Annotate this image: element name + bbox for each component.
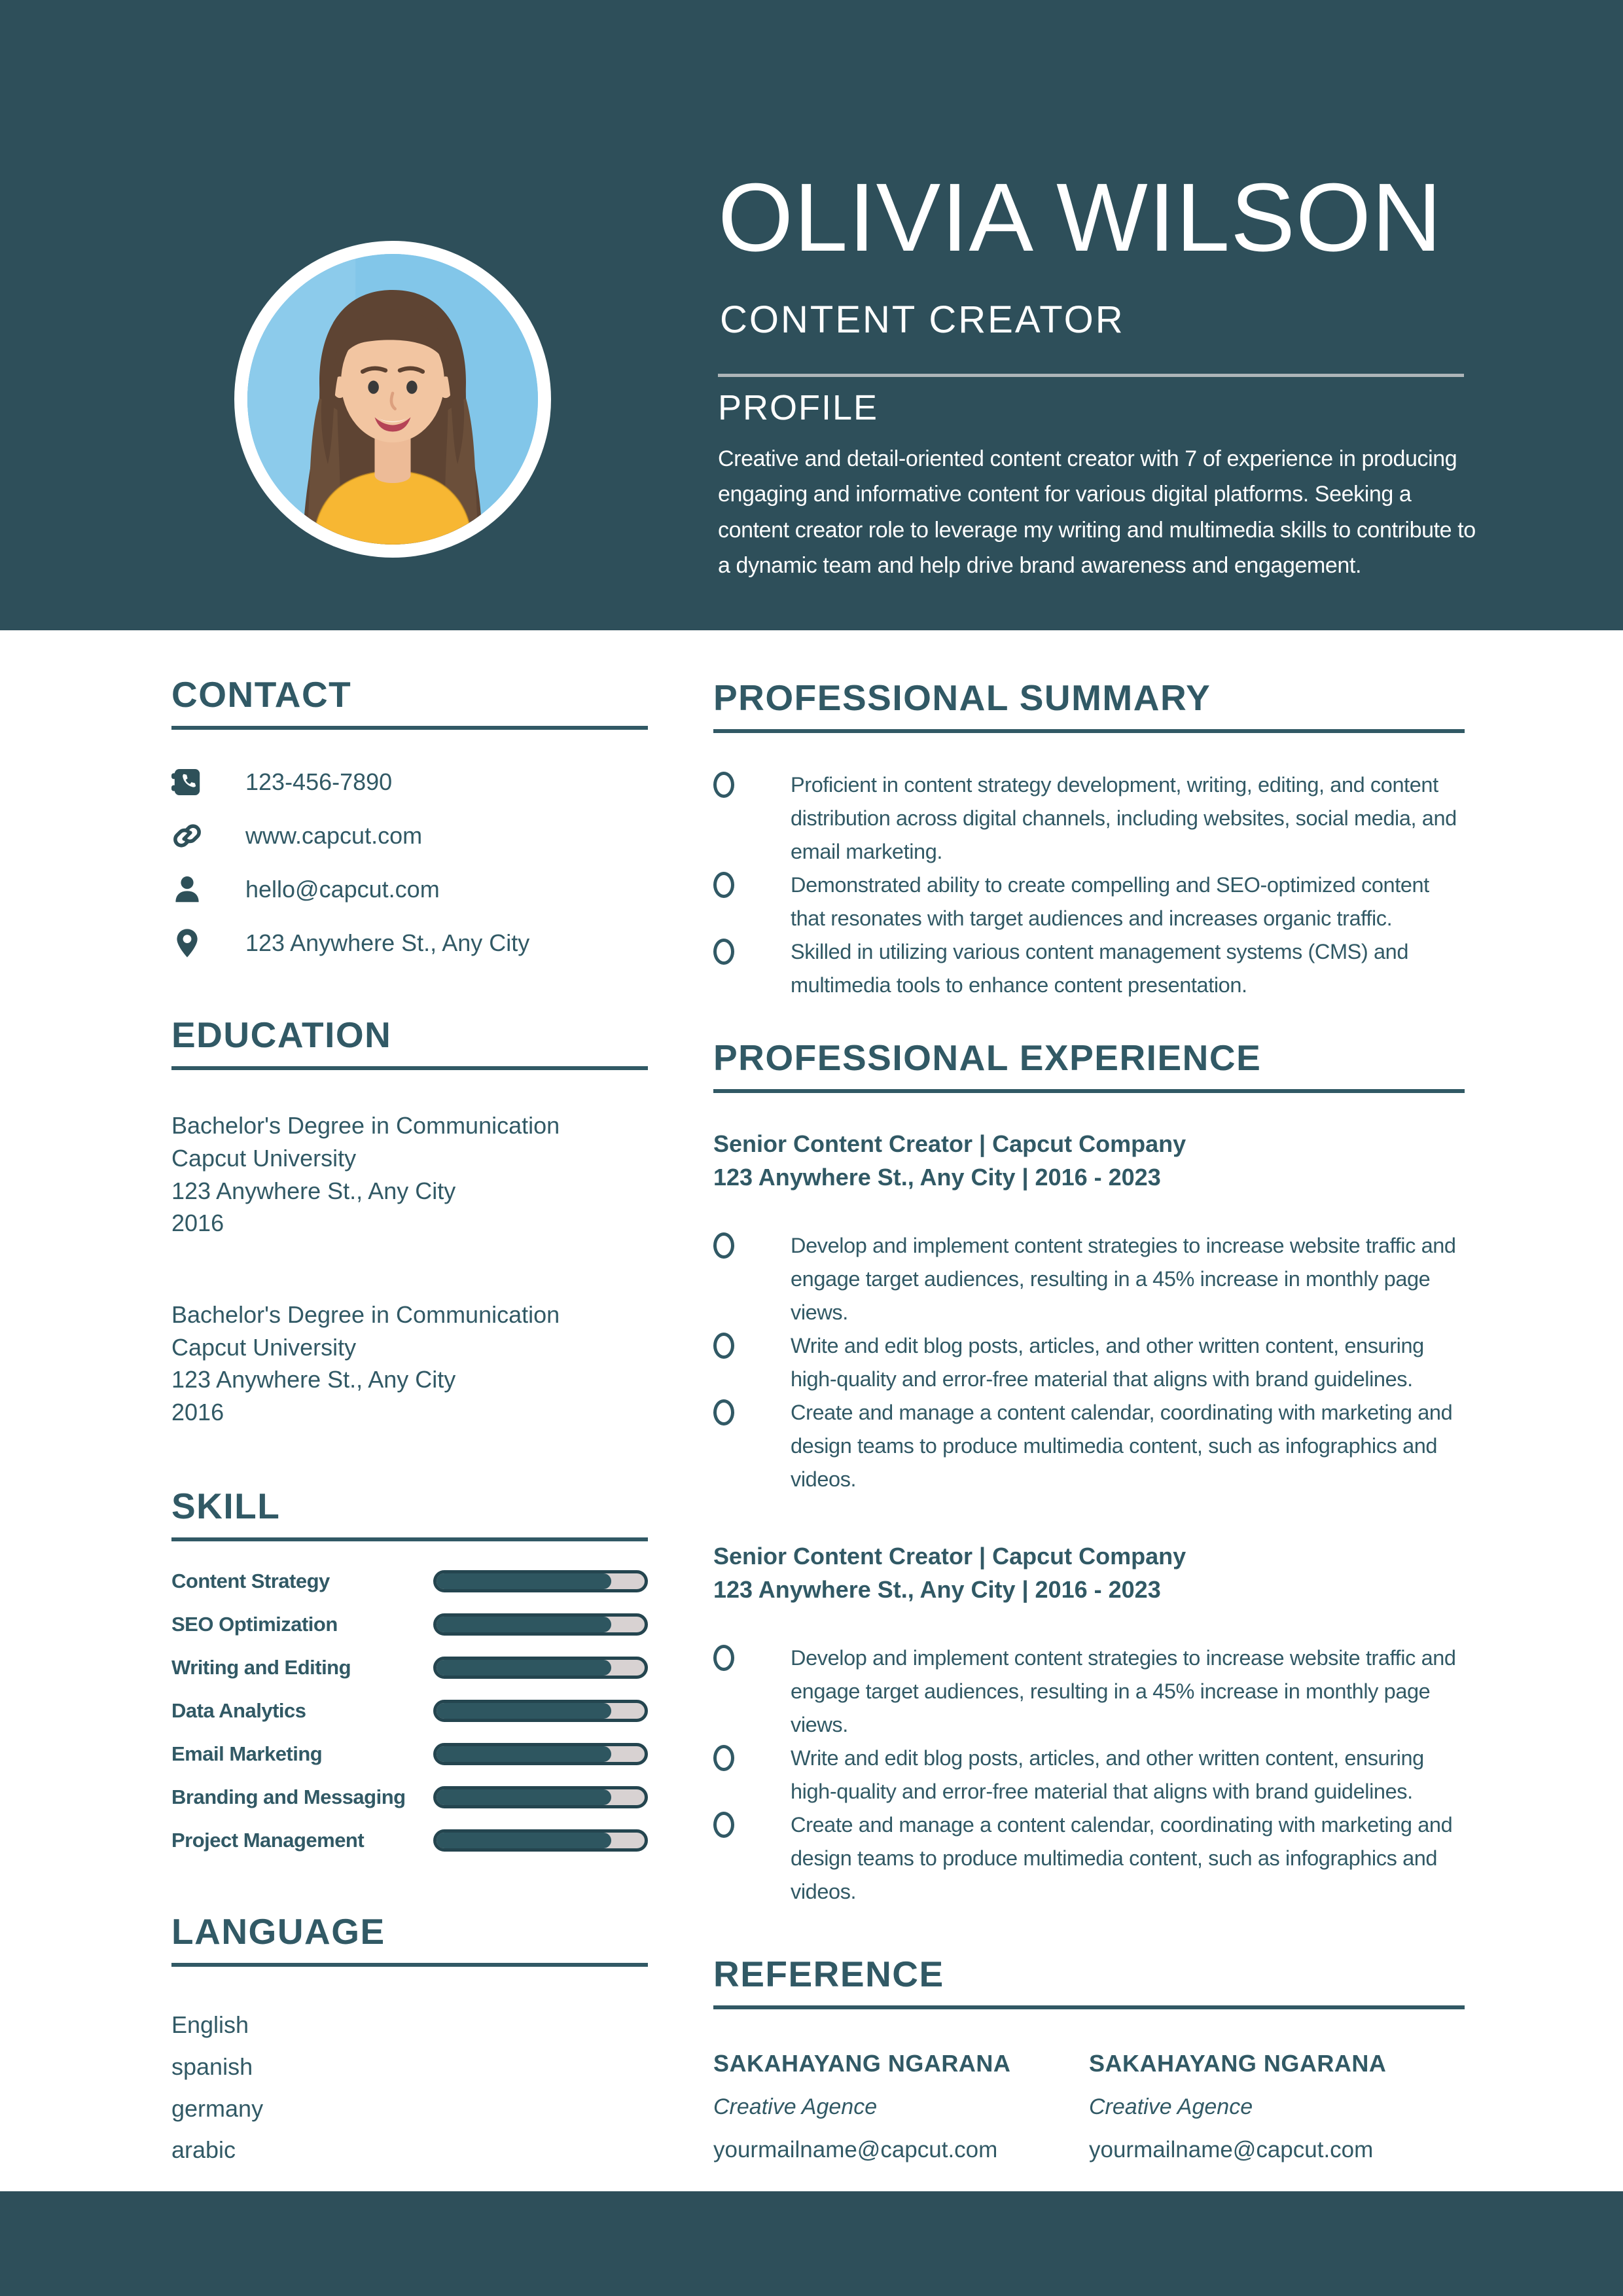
ring-bullet-icon xyxy=(713,1232,734,1259)
skill-bar xyxy=(433,1657,648,1679)
skill-bar-fill xyxy=(437,1703,611,1719)
section-underline xyxy=(171,1066,648,1070)
profile-heading: PROFILE xyxy=(718,388,879,427)
reference-company: Creative Agence xyxy=(1089,2094,1253,2120)
reference-entry xyxy=(1089,2050,1465,2163)
section-underline xyxy=(171,1963,648,1967)
skill-bar xyxy=(433,1613,648,1636)
education-entry xyxy=(171,1299,648,1429)
education-section xyxy=(171,1014,648,1488)
skill-bar xyxy=(433,1570,648,1592)
section-underline xyxy=(171,726,648,730)
ring-bullet-icon xyxy=(713,872,734,898)
professional-summary-section xyxy=(713,677,1465,1002)
ring-bullet-icon xyxy=(713,1333,734,1359)
experience-job-2 xyxy=(713,1539,1465,1909)
degree: Bachelor's Degree in Communication xyxy=(171,1300,560,1328)
reference-section xyxy=(713,1954,1465,2163)
school-address: 123 Anywhere St., Any City xyxy=(171,1366,456,1393)
location-icon xyxy=(171,927,203,959)
bullet-item xyxy=(713,1396,1465,1496)
email-address[interactable]: hello@capcut.com xyxy=(245,876,440,903)
ring-bullet-icon xyxy=(713,1399,734,1426)
graduation-year: 2016 xyxy=(171,1210,224,1237)
skill-label: Branding and Messaging xyxy=(171,1785,406,1809)
contact-section xyxy=(171,674,648,978)
reference-company: Creative Agence xyxy=(713,2094,878,2120)
contact-row-phone xyxy=(171,764,648,800)
bullet-item xyxy=(713,935,1465,1002)
bullet-item xyxy=(713,1329,1465,1396)
bullet-text: Create and manage a content calendar, coordinating with marketing and design teams to produce multimedia content, such as infographics and videos. xyxy=(791,1401,1453,1492)
reference-entry xyxy=(713,2050,1089,2163)
skill-label: Content Strategy xyxy=(171,1570,330,1593)
section-underline xyxy=(713,1089,1465,1093)
profile-photo xyxy=(234,241,551,558)
bullet-item xyxy=(713,1742,1465,1808)
job-title: Senior Content Creator | Capcut Company xyxy=(713,1130,1186,1157)
website-url[interactable]: www.capcut.com xyxy=(245,822,423,850)
bullet-text: Develop and implement content strategies to increase website traffic and engage target audiences, resulting in a 45% increase in monthly page views. xyxy=(791,1234,1456,1325)
skill-row xyxy=(171,1743,648,1765)
school-address: 123 Anywhere St., Any City xyxy=(171,1177,456,1204)
section-underline xyxy=(713,729,1465,733)
skill-bar-fill xyxy=(437,1789,611,1805)
skill-label: Email Marketing xyxy=(171,1742,323,1766)
job-bullet-list xyxy=(713,1229,1465,1496)
school: Capcut University xyxy=(171,1333,357,1361)
bullet-item xyxy=(713,1641,1465,1742)
ring-bullet-icon xyxy=(713,1745,734,1771)
bullet-text: Write and edit blog posts, articles, and other written content, ensuring high-quality and error-free material that aligns with brand guidelines. xyxy=(791,1746,1424,1804)
language-item: English xyxy=(171,2011,249,2039)
skill-row xyxy=(171,1570,648,1592)
language-list xyxy=(171,2009,648,2166)
skill-bar-fill xyxy=(437,1617,611,1632)
reference-heading: REFERENCE xyxy=(713,1954,944,1994)
language-item: arabic xyxy=(171,2136,236,2164)
experience-job-1 xyxy=(713,1127,1465,1496)
professional-experience-section xyxy=(713,1037,1465,1093)
person-name: OLIVIA WILSON xyxy=(718,164,1442,272)
skill-list xyxy=(171,1570,648,1852)
bullet-item xyxy=(713,1808,1465,1909)
skill-bar-fill xyxy=(437,1833,611,1848)
school: Capcut University xyxy=(171,1144,357,1172)
contact-heading: CONTACT xyxy=(171,674,352,715)
reference-name: SAKAHAYANG NGARANA xyxy=(1089,2050,1387,2077)
skill-bar-fill xyxy=(437,1573,611,1589)
header-divider xyxy=(718,374,1464,377)
bullet-text: Proficient in content strategy development, writing, editing, and content distribution across digital channels, including websites, social media, and email marketing. xyxy=(791,773,1457,864)
skill-row xyxy=(171,1657,648,1679)
skill-bar-fill xyxy=(437,1660,611,1676)
skill-row xyxy=(171,1829,648,1852)
skill-heading: SKILL xyxy=(171,1486,281,1526)
job-title: Senior Content Creator | Capcut Company xyxy=(713,1543,1186,1570)
skill-bar xyxy=(433,1829,648,1852)
education-entry xyxy=(171,1109,648,1240)
reference-name: SAKAHAYANG NGARANA xyxy=(713,2050,1011,2077)
ring-bullet-icon xyxy=(713,1812,734,1838)
reference-email[interactable]: yourmailname@capcut.com xyxy=(1089,2137,1374,2163)
education-heading: EDUCATION xyxy=(171,1014,392,1055)
bullet-item xyxy=(713,768,1465,869)
skill-label: Data Analytics xyxy=(171,1699,306,1723)
profile-summary-text: Creative and detail-oriented content creator with 7 of experience in producing engaging and informative content for various digital platforms. Seeking a content creator role to leverage my writing and multimedia skills to contribute to a dynamic team and help drive brand awareness and engagement. xyxy=(718,446,1476,579)
skill-bar-fill xyxy=(437,1746,611,1762)
language-section xyxy=(171,1911,648,2176)
bullet-text: Demonstrated ability to create compelling and SEO-optimized content that resonates with target audiences and increases organic traffic. xyxy=(791,873,1429,931)
contact-row-website xyxy=(171,817,648,854)
degree: Bachelor's Degree in Communication xyxy=(171,1112,560,1139)
phone-number: 123-456-7890 xyxy=(245,768,393,796)
skill-bar xyxy=(433,1786,648,1808)
reference-grid xyxy=(713,2050,1465,2163)
job-bullet-list xyxy=(713,1641,1465,1909)
summary-bullet-list xyxy=(713,768,1465,1002)
bullet-text: Write and edit blog posts, articles, and other written content, ensuring high-quality and error-free material that aligns with brand guidelines. xyxy=(791,1334,1424,1391)
bullet-text: Create and manage a content calendar, coordinating with marketing and design teams to produce multimedia content, such as infographics and videos. xyxy=(791,1813,1453,1904)
bullet-text: Develop and implement content strategies to increase website traffic and engage target audiences, resulting in a 45% increase in monthly page views. xyxy=(791,1646,1456,1737)
language-item: germany xyxy=(171,2094,264,2122)
street-address: 123 Anywhere St., Any City xyxy=(245,929,530,957)
job-role-title: CONTENT CREATOR xyxy=(720,298,1125,341)
skill-label: SEO Optimization xyxy=(171,1613,338,1636)
skill-label: Project Management xyxy=(171,1829,365,1852)
skill-row xyxy=(171,1700,648,1722)
ring-bullet-icon xyxy=(713,939,734,965)
ring-bullet-icon xyxy=(713,772,734,798)
job-meta: 123 Anywhere St., Any City | 2016 - 2023 xyxy=(713,1164,1161,1191)
skill-section xyxy=(171,1486,648,1873)
link-icon xyxy=(171,820,203,852)
professional-experience-heading: PROFESSIONAL EXPERIENCE xyxy=(713,1037,1262,1078)
contact-row-email xyxy=(171,871,648,908)
skill-row xyxy=(171,1786,648,1808)
job-meta: 123 Anywhere St., Any City | 2016 - 2023 xyxy=(713,1576,1161,1604)
header-band xyxy=(0,0,1623,630)
language-item: spanish xyxy=(171,2053,253,2080)
graduation-year: 2016 xyxy=(171,1398,224,1426)
reference-email[interactable]: yourmailname@capcut.com xyxy=(713,2137,998,2163)
footer-band xyxy=(0,2191,1623,2296)
person-icon xyxy=(171,874,203,905)
skill-bar xyxy=(433,1700,648,1722)
ring-bullet-icon xyxy=(713,1645,734,1671)
bullet-item xyxy=(713,869,1465,935)
skill-label: Writing and Editing xyxy=(171,1656,351,1679)
contact-row-address xyxy=(171,925,648,961)
bullet-text: Skilled in utilizing various content management systems (CMS) and multimedia tools to enhance content presentation. xyxy=(791,940,1409,997)
language-heading: LANGUAGE xyxy=(171,1911,385,1952)
woman-portrait-illustration xyxy=(247,254,538,545)
contact-list xyxy=(171,764,648,961)
skill-row xyxy=(171,1613,648,1636)
phone-icon xyxy=(171,766,203,798)
section-underline xyxy=(713,2005,1465,2009)
section-underline xyxy=(171,1537,648,1541)
professional-summary-heading: PROFESSIONAL SUMMARY xyxy=(713,677,1211,718)
bullet-item xyxy=(713,1229,1465,1329)
education-list xyxy=(171,1109,648,1428)
skill-bar xyxy=(433,1743,648,1765)
